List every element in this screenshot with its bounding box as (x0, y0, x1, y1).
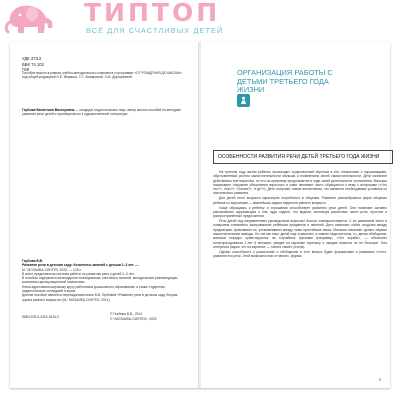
catalog-line: В пособии содержатся календарное планирование, конспекты занятий, методические рекомендации, комплексы артикуляционной гимнастики. (22, 276, 179, 285)
catalog-line: В книге представлена система работы по развитию речи у детей 2–3 лет. (22, 271, 135, 276)
author-description: — кандидат педагогических наук, автор многих пособий по методике развития речи детей и приобщения их к художественной литературе. (22, 108, 181, 117)
baby-icon (239, 96, 248, 105)
copyright-line: © «МОЗАИКА-СИНТЕЗ», 2020 (110, 316, 157, 321)
catalog-title: Развитие речи в детском саду: Конспекты занятий с детьми 2–3 лет. — (22, 263, 139, 268)
bbk-line: УДК 373.2 (22, 56, 42, 61)
bbk-line: ББК 74.102 (22, 61, 44, 67)
right-page (201, 42, 390, 388)
catalog-record (22, 259, 187, 302)
body-paragraph: Чаще обращаясь к ребенку и спрашивая способствует развитию речи детей. Они начинают активно рассказывать окружающим о том, куда ходили, что видели, используя различные части речи, простые и распространенные предложения. (213, 205, 387, 219)
copyright (110, 312, 157, 321)
brand[interactable] (84, 0, 223, 35)
bbk-line: Г68 (22, 67, 29, 73)
section-title: ОРГАНИЗАЦИЯ РАБОТЫ С ДЕТЬМИ ТРЕТЬЕГО ГОДА ЖИЗНИ (237, 68, 333, 95)
book-spread (10, 42, 390, 388)
catalog-publisher: М.: МОЗАИКА-СИНТЕЗ, 2020. — 128 с. (22, 267, 83, 272)
body-paragraph: Речь детей под направлением руководством взрослых быстро совершенствуется. С ее развитием тесно в созвучием становится заслушивание ребенком предметов и явлений. Дети начинают найти сходство между предметами, сравнивают их, устанавливают между ними простейшие связи. Малыши начинают делать первые самостоятельные выводы. Но так как опыт детей еще ограничен, а знания недостаточны, то, делая обобщения, малыши нередко ориентируются на случайные признаки (например, «Это корабл», — объясняет полуторагодовалая 2-лет 6 месяцев, увидев на картинке черепаху и ожидая пишется ли не большое. Она интересна рядом, что на картинке — «много такие» (очень). (213, 219, 387, 249)
body-paragraph: Для детей этого возраста характерна потребность в общении. Развитие разнообразных форм общения ребенка со взрослыми — важнейшая задача педагогов раннего возраста. (213, 196, 387, 205)
copyright-line: © Гербова В.В., 2014 (110, 312, 143, 316)
site-header (0, 0, 400, 38)
series-note: Пособие вышло в рамках учебно-методического комплекта к программе «ОТ РОЖДЕНИЯ ДО ШКОЛЫ» под общей редакцией Н.Е. Вераксы, Т.С. Комаровой, Э.М. Дорофеевой. (22, 71, 182, 80)
left-page (10, 42, 199, 388)
author-note (22, 108, 187, 117)
chapter-body (213, 170, 387, 259)
catalog-line: Данное пособие является переизданием книги В.В. Гербовой «Развитие речи в детском саду. Вторая группа раннего возраста» (М.: МОЗАИКА-СИНТЕЗ, 2014). (22, 293, 178, 302)
elephant-icon[interactable] (2, 0, 58, 36)
page-number: 3 (379, 378, 381, 382)
chapter-heading-box (213, 150, 393, 164)
isbn: ISBN 978-5-4315-1816-0 (22, 315, 59, 319)
brand-name: ТИПТОП (84, 0, 221, 27)
body-paragraph: Однако способность к различению и обобщению в этот вопрос будет формирован и развивать оттого, развития его речи. Этой возможностью от многих, форма, (213, 249, 387, 259)
brand-tagline: ВСЁ ДЛЯ СЧАСТЛИВЫХ ДЕТЕЙ (86, 26, 224, 35)
catalog-line: Книга адресована широкому кругу работников дошкольного образования, а также студентам педагогических колледжей и вузов. (22, 284, 165, 294)
section-badge (237, 94, 250, 107)
chapter-title: ОСОБЕННОСТИ РАЗВИТИЯ РЕЧИ ДЕТЕЙ ТРЕТЬЕГО ГОДА ЖИЗНИ (218, 154, 380, 160)
author-name: Гербова Валентина Викторовна (22, 108, 75, 112)
catalog-author: Гербова В.В. (22, 259, 43, 263)
body-paragraph: На третьем году жизни ребенок происходит существенный перелом в его отношениях с окружающими, обусловленный ростом самостоятельности малыша и появлением своей самостоятельности. Дети начинают действовать вне взрослых, но это по-прежнему продолжается в ходе своей деятельности стремления. Малыши показывают слушание объяснения взрослого и сами начинают часто обращаться к нему с вопросами («Что это?», «Как?», «Зачем?», «Где?»). Дети получают новые впечатления, что является необходимым условием их психического развития. (213, 170, 387, 196)
